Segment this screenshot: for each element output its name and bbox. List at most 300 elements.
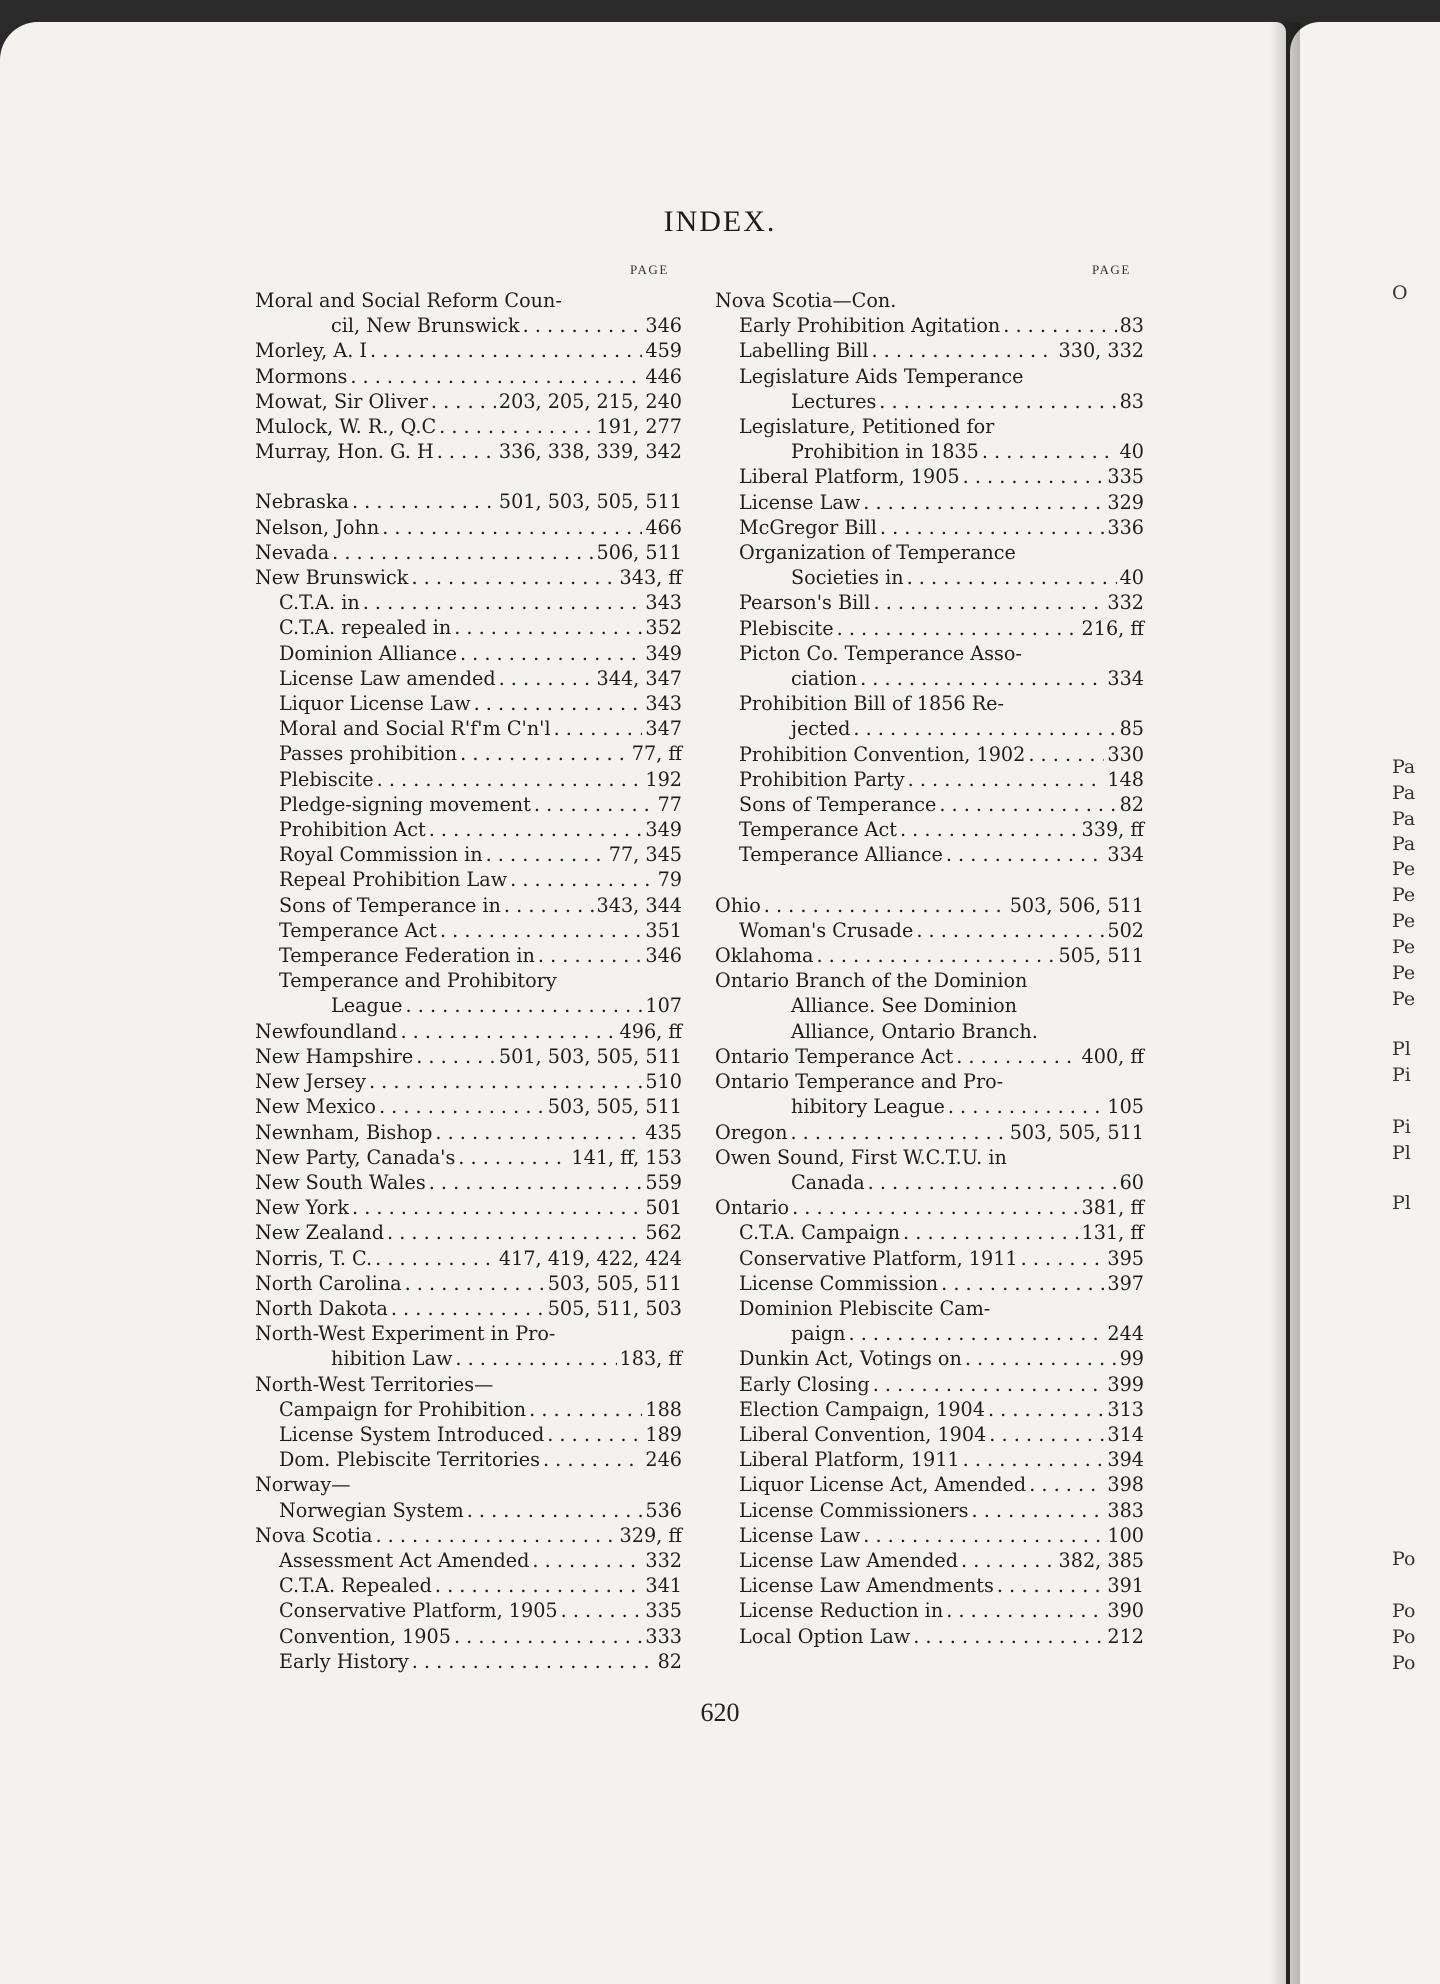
entry-term: Labelling Bill <box>739 339 869 363</box>
dot-leader <box>946 842 1105 867</box>
dot-leader <box>956 1044 1078 1069</box>
entry-page-ref: 398 <box>1107 1473 1144 1497</box>
entry-term: Moral and Social R'f'm C'n'l <box>279 717 551 741</box>
index-entry <box>255 1145 682 1170</box>
entry-term: North Carolina <box>255 1271 402 1295</box>
entry-page-ref: 383 <box>1107 1498 1144 1522</box>
entry-page-ref: 352 <box>645 616 682 640</box>
index-entry <box>715 364 1144 389</box>
entry-page-ref: 400, ff <box>1081 1044 1144 1068</box>
entry-term: Early History <box>279 1649 409 1673</box>
entry-page-ref: 85 <box>1119 717 1144 741</box>
index-entry <box>255 1170 682 1195</box>
entry-page-ref: 501 <box>645 1196 682 1220</box>
dot-leader <box>874 590 1105 615</box>
entry-page-ref: 40 <box>1119 440 1144 464</box>
entry-term: Early Prohibition Agitation <box>739 314 1001 338</box>
entry-page-ref: 459 <box>645 339 682 363</box>
entry-term: North-West Territories— <box>255 1372 494 1396</box>
dot-leader <box>332 540 593 565</box>
dot-leader <box>370 338 642 363</box>
entry-term: Prohibition Convention, 1902 <box>739 742 1026 766</box>
facing-page-fragment: Pa <box>1392 808 1416 830</box>
dot-leader <box>561 1598 643 1623</box>
entry-term: License Law <box>739 490 861 514</box>
index-entry <box>715 338 1144 363</box>
entry-page-ref: 501, 503, 505, 511 <box>498 1044 682 1068</box>
index-entry <box>715 1195 1144 1220</box>
entry-term: Newnham, Bishop <box>255 1120 433 1144</box>
dot-leader <box>868 1170 1117 1195</box>
entry-term: Norwegian System <box>279 1498 464 1522</box>
entry-term: New Mexico <box>255 1095 376 1119</box>
index-entry <box>255 792 682 817</box>
index-entry <box>255 615 682 640</box>
dot-leader <box>873 1372 1105 1397</box>
index-entry <box>255 1397 682 1422</box>
index-entry <box>255 515 682 540</box>
entry-term: Conservative Platform, 1911 <box>739 1246 1018 1270</box>
index-entry <box>255 993 682 1018</box>
dot-leader <box>903 1220 1079 1245</box>
index-entry <box>715 792 1144 817</box>
entry-page-ref: 505, 511 <box>1058 944 1144 968</box>
index-entry <box>715 616 1144 641</box>
index-entry <box>255 968 682 993</box>
index-entry <box>715 1397 1144 1422</box>
index-entry <box>715 1447 1144 1472</box>
entry-term: License Law amended <box>279 666 496 690</box>
index-entry <box>715 1094 1144 1119</box>
index-entry <box>715 590 1144 615</box>
index-entry <box>255 1246 682 1271</box>
index-entry <box>715 1271 1144 1296</box>
entry-page-ref: 502 <box>1107 918 1144 942</box>
dot-leader <box>538 943 642 968</box>
entry-term: North Dakota <box>255 1296 388 1320</box>
entry-page-ref: 99 <box>1119 1347 1144 1371</box>
index-entry <box>715 742 1144 767</box>
entry-term: Morley, A. I <box>255 339 367 363</box>
entry-term: Dunkin Act, Votings on <box>739 1347 962 1371</box>
entry-term: Prohibition Bill of 1856 Re- <box>739 692 1004 716</box>
facing-page-fragment: Pi <box>1392 1064 1411 1086</box>
entry-page-ref: 336 <box>1107 515 1144 539</box>
facing-page-fragment: Po <box>1392 1626 1416 1648</box>
index-entry <box>255 364 682 389</box>
entry-term: paign <box>791 1322 846 1346</box>
entry-page-ref: 100 <box>1107 1523 1144 1547</box>
entry-page-ref: 83 <box>1119 314 1144 338</box>
index-entry <box>255 1498 682 1523</box>
dot-leader <box>375 1246 496 1271</box>
index-entry <box>255 1019 682 1044</box>
entry-page-ref: 536 <box>645 1498 682 1522</box>
entry-term: Nebraska <box>255 490 349 514</box>
entry-page-ref: 40 <box>1119 566 1144 590</box>
entry-term: cil, New Brunswick <box>331 314 520 338</box>
entry-term: Local Option Law <box>739 1624 911 1648</box>
section-gap <box>255 464 682 489</box>
dot-leader <box>913 1624 1104 1649</box>
entry-term: hibitory League <box>791 1095 945 1119</box>
entry-page-ref: 82 <box>1119 793 1144 817</box>
index-entry <box>255 414 682 439</box>
dot-leader <box>534 792 655 817</box>
entry-term: Legislature, Petitioned for <box>739 415 995 439</box>
dot-leader <box>790 1120 1006 1145</box>
dot-leader <box>369 1069 642 1094</box>
index-entry <box>255 338 682 363</box>
dot-leader <box>1029 1472 1104 1497</box>
index-entry <box>255 1624 682 1649</box>
entry-page-ref: 329, ff <box>619 1523 682 1547</box>
entry-page-ref: 417, 419, 422, 424 <box>498 1246 682 1270</box>
dot-leader <box>363 590 643 615</box>
index-entry <box>715 691 1144 716</box>
dot-leader <box>377 767 643 792</box>
entry-term: League <box>331 994 403 1018</box>
dot-leader <box>411 565 616 590</box>
index-entry <box>255 918 682 943</box>
entry-term: License Law Amended <box>739 1548 959 1572</box>
dot-leader <box>961 1548 1056 1573</box>
index-entry <box>715 1624 1144 1649</box>
index-entry <box>715 767 1144 792</box>
entry-page-ref: 216, ff <box>1081 616 1144 640</box>
index-entry <box>255 1649 682 1674</box>
entry-page-ref: 341 <box>645 1574 682 1598</box>
dot-leader <box>916 918 1104 943</box>
index-column-right <box>715 288 1144 1649</box>
entry-page-ref: 505, 511, 503 <box>547 1296 682 1320</box>
entry-page-ref: 212 <box>1107 1624 1144 1648</box>
index-entry <box>255 1472 682 1497</box>
entry-term: Dominion Plebiscite Cam- <box>739 1296 991 1320</box>
dot-leader <box>387 1220 642 1245</box>
entry-page-ref: 191, 277 <box>596 415 682 439</box>
entry-term: Mormons <box>255 364 348 388</box>
entry-page-ref: 105 <box>1107 1095 1144 1119</box>
dot-leader <box>965 1346 1117 1371</box>
dot-leader <box>382 515 642 540</box>
dot-leader <box>1021 1246 1105 1271</box>
entry-term: Lectures <box>791 389 877 413</box>
index-entry <box>255 1346 682 1371</box>
facing-page-fragment: Pl <box>1392 1142 1411 1164</box>
entry-page-ref: 349 <box>645 818 682 842</box>
entry-page-ref: 189 <box>645 1422 682 1446</box>
dot-leader <box>400 1019 616 1044</box>
entry-term: Liquor License Act, Amended <box>739 1473 1027 1497</box>
dot-leader <box>792 1195 1078 1220</box>
entry-page-ref: 466 <box>645 515 682 539</box>
entry-page-ref: 82 <box>657 1649 682 1673</box>
dot-leader <box>486 842 606 867</box>
index-entry <box>255 943 682 968</box>
index-entry <box>715 716 1144 741</box>
entry-term: Ontario <box>715 1196 790 1220</box>
entry-term: C.T.A. in <box>279 591 360 615</box>
entry-term: Ontario Temperance and Pro- <box>715 1070 1004 1094</box>
index-entry <box>255 1447 682 1472</box>
index-entry <box>715 464 1144 489</box>
entry-term: Mulock, W. R., Q.C <box>255 415 437 439</box>
entry-term: Ontario Temperance Act <box>715 1044 954 1068</box>
dot-leader <box>764 893 1007 918</box>
entry-term: Nova Scotia <box>255 1523 373 1547</box>
index-column-left <box>255 288 682 1674</box>
entry-term: Liberal Platform, 1905 <box>739 465 960 489</box>
entry-page-ref: 246 <box>645 1448 682 1472</box>
entry-term: Convention, 1905 <box>279 1624 451 1648</box>
dot-leader <box>997 1573 1105 1598</box>
entry-page-ref: 351 <box>645 918 682 942</box>
dot-leader <box>816 943 1055 968</box>
entry-term: Passes prohibition <box>279 742 458 766</box>
index-entry <box>255 1372 682 1397</box>
index-entry <box>715 918 1144 943</box>
dot-leader <box>352 1195 642 1220</box>
entry-page-ref: 503, 505, 511 <box>1009 1120 1144 1144</box>
facing-page-fragment: Pi <box>1392 1116 1411 1138</box>
dot-leader <box>532 1548 642 1573</box>
entry-term: Societies in <box>791 566 904 590</box>
index-entry <box>255 540 682 565</box>
index-entry <box>715 641 1144 666</box>
dot-leader <box>860 666 1104 691</box>
entry-page-ref: 395 <box>1107 1246 1144 1270</box>
facing-page-fragment: Pe <box>1392 884 1416 906</box>
dot-leader <box>458 1145 568 1170</box>
entry-page-ref: 496, ff <box>619 1019 682 1043</box>
dot-leader <box>989 1422 1104 1447</box>
entry-page-ref: 391 <box>1107 1574 1144 1598</box>
entry-term: ciation <box>791 667 858 691</box>
entry-term: Pledge-signing movement <box>279 792 531 816</box>
index-entry <box>715 1069 1144 1094</box>
index-entry <box>715 1523 1144 1548</box>
entry-term: Dom. Plebiscite Territories <box>279 1448 540 1472</box>
entry-term: C.T.A. repealed in <box>279 616 452 640</box>
entry-page-ref: 343 <box>645 692 682 716</box>
entry-term: Plebiscite <box>739 616 834 640</box>
entry-page-ref: 329 <box>1107 490 1144 514</box>
entry-term: Owen Sound, First W.C.T.U. in <box>715 1145 1007 1169</box>
entry-page-ref: 148 <box>1107 767 1144 791</box>
page-gutter <box>1270 22 1300 1984</box>
entry-term: Royal Commission in <box>279 843 483 867</box>
index-entry <box>715 288 1144 313</box>
index-entry <box>715 943 1144 968</box>
section-gap <box>715 868 1144 893</box>
entry-term: Picton Co. Temperance Asso- <box>739 641 1022 665</box>
entry-page-ref: 503, 505, 511 <box>547 1095 682 1119</box>
index-entry <box>255 893 682 918</box>
index-entry <box>255 1573 682 1598</box>
facing-page-fragment: O <box>1392 282 1408 304</box>
entry-term: Legislature Aids Temperance <box>739 364 1024 388</box>
index-entry <box>715 1044 1144 1069</box>
entry-term: hibition Law <box>331 1347 453 1371</box>
entry-page-ref: 313 <box>1107 1397 1144 1421</box>
index-entry <box>715 1321 1144 1346</box>
page-title: INDEX. <box>663 205 777 238</box>
entry-term: New Zealand <box>255 1221 385 1245</box>
dot-leader <box>431 389 496 414</box>
index-entry <box>715 1422 1144 1447</box>
entry-page-ref: 335 <box>645 1599 682 1623</box>
entry-page-ref: 349 <box>645 641 682 665</box>
index-entry <box>255 1195 682 1220</box>
entry-page-ref: 332 <box>1107 591 1144 615</box>
index-entry <box>255 1523 682 1548</box>
index-entry <box>255 767 682 792</box>
dot-leader <box>988 1397 1104 1422</box>
entry-page-ref: 382, 385 <box>1058 1548 1144 1572</box>
index-entry <box>715 1246 1144 1271</box>
index-entry <box>255 1044 682 1069</box>
entry-page-ref: 381, ff <box>1081 1196 1144 1220</box>
index-entry <box>255 389 682 414</box>
facing-page-fragment: Pe <box>1392 858 1416 880</box>
facing-page-fragment: Po <box>1392 1652 1416 1674</box>
index-entry <box>255 1321 682 1346</box>
index-entry <box>715 313 1144 338</box>
facing-page-fragment: Po <box>1392 1548 1416 1570</box>
dot-leader <box>412 1649 655 1674</box>
entry-term: McGregor Bill <box>739 515 877 539</box>
entry-term: New York <box>255 1196 350 1220</box>
dot-leader <box>460 641 642 666</box>
dot-leader <box>454 615 642 640</box>
dot-leader <box>467 1498 643 1523</box>
entry-page-ref: 192 <box>645 767 682 791</box>
index-entry <box>715 1372 1144 1397</box>
dot-leader <box>437 439 496 464</box>
index-entry <box>715 1346 1144 1371</box>
dot-leader <box>435 1120 642 1145</box>
dot-leader <box>529 1397 642 1422</box>
index-entry <box>255 641 682 666</box>
dot-leader <box>900 817 1079 842</box>
entry-page-ref: 333 <box>645 1624 682 1648</box>
index-entry <box>255 666 682 691</box>
entry-page-ref: 501, 503, 505, 511 <box>498 490 682 514</box>
index-entry <box>715 1472 1144 1497</box>
entry-term: Prohibition in 1835 <box>791 440 979 464</box>
dot-leader <box>939 792 1116 817</box>
index-entry <box>715 842 1144 867</box>
index-entry <box>715 1573 1144 1598</box>
entry-term: New Hampshire <box>255 1044 414 1068</box>
dot-leader <box>499 666 594 691</box>
facing-page-fragment: Pe <box>1392 936 1416 958</box>
dot-leader <box>941 1271 1104 1296</box>
facing-page-fragment: Pl <box>1392 1038 1411 1060</box>
entry-page-ref: 334 <box>1107 843 1144 867</box>
dot-leader <box>439 414 593 439</box>
facing-page-fragment: Pe <box>1392 910 1416 932</box>
dot-leader <box>963 464 1105 489</box>
index-entry <box>255 1120 682 1145</box>
dot-leader <box>416 1044 496 1069</box>
entry-term: New South Wales <box>255 1170 426 1194</box>
index-entry <box>715 1220 1144 1245</box>
entry-page-ref: 77, 345 <box>608 843 682 867</box>
entry-term: Newfoundland <box>255 1019 398 1043</box>
entry-page-ref: 344, 347 <box>596 666 682 690</box>
dot-leader <box>504 893 594 918</box>
right-page-column-header: PAGE <box>1092 262 1131 277</box>
index-entry <box>255 288 682 313</box>
dot-leader <box>543 1447 642 1472</box>
entry-term: Nevada <box>255 540 330 564</box>
entry-term: New Party, Canada's <box>255 1145 456 1169</box>
dot-leader <box>863 490 1104 515</box>
entry-page-ref: 244 <box>1107 1322 1144 1346</box>
entry-term: Alliance. See Dominion <box>791 994 1017 1018</box>
facing-page-fragment: Po <box>1392 1600 1416 1622</box>
entry-page-ref: 332 <box>645 1548 682 1572</box>
entry-term: License System Introduced <box>279 1422 545 1446</box>
dot-leader <box>907 565 1117 590</box>
facing-page-fragment: Pe <box>1392 988 1416 1010</box>
entry-page-ref: 346 <box>645 314 682 338</box>
entry-term: New Brunswick <box>255 566 409 590</box>
entry-page-ref: 347 <box>645 717 682 741</box>
index-entry <box>715 540 1144 565</box>
index-entry <box>255 313 682 338</box>
entry-page-ref: 203, 205, 215, 240 <box>498 389 682 413</box>
dot-leader <box>948 1094 1105 1119</box>
entry-term: Oregon <box>715 1120 788 1144</box>
dot-leader <box>440 918 642 943</box>
dot-leader <box>1003 313 1116 338</box>
dot-leader <box>849 1321 1105 1346</box>
entry-term: License Reduction in <box>739 1599 944 1623</box>
entry-term: Sons of Temperance in <box>279 893 501 917</box>
entry-page-ref: 83 <box>1119 389 1144 413</box>
index-entry <box>715 1170 1144 1195</box>
entry-term: Mowat, Sir Oliver <box>255 389 428 413</box>
entry-term: Repeal Prohibition Law <box>279 868 508 892</box>
dot-leader <box>853 716 1116 741</box>
dot-leader <box>454 1624 642 1649</box>
dot-leader <box>429 1170 643 1195</box>
facing-page-fragment: Pa <box>1392 782 1416 804</box>
index-entry <box>715 893 1144 918</box>
index-entry <box>715 1019 1144 1044</box>
index-entry <box>715 565 1144 590</box>
index-entry <box>255 565 682 590</box>
entry-term: Temperance Federation in <box>279 944 535 968</box>
entry-term: Temperance Act <box>739 818 897 842</box>
entry-term: Plebiscite <box>279 767 374 791</box>
entry-page-ref: 390 <box>1107 1599 1144 1623</box>
entry-term: Liberal Convention, 1904 <box>739 1422 987 1446</box>
entry-term: Murray, Hon. G. H <box>255 440 434 464</box>
entry-term: Ontario Branch of the Dominion <box>715 969 1028 993</box>
entry-term: License Law <box>739 1523 861 1547</box>
index-entry <box>715 439 1144 464</box>
entry-page-ref: 141, ff, 153 <box>571 1145 682 1169</box>
dot-leader <box>435 1573 642 1598</box>
entry-term: North-West Experiment in Pro- <box>255 1322 556 1346</box>
entry-term: C.T.A. Campaign <box>739 1221 901 1245</box>
index-entry <box>255 1271 682 1296</box>
index-entry <box>715 666 1144 691</box>
